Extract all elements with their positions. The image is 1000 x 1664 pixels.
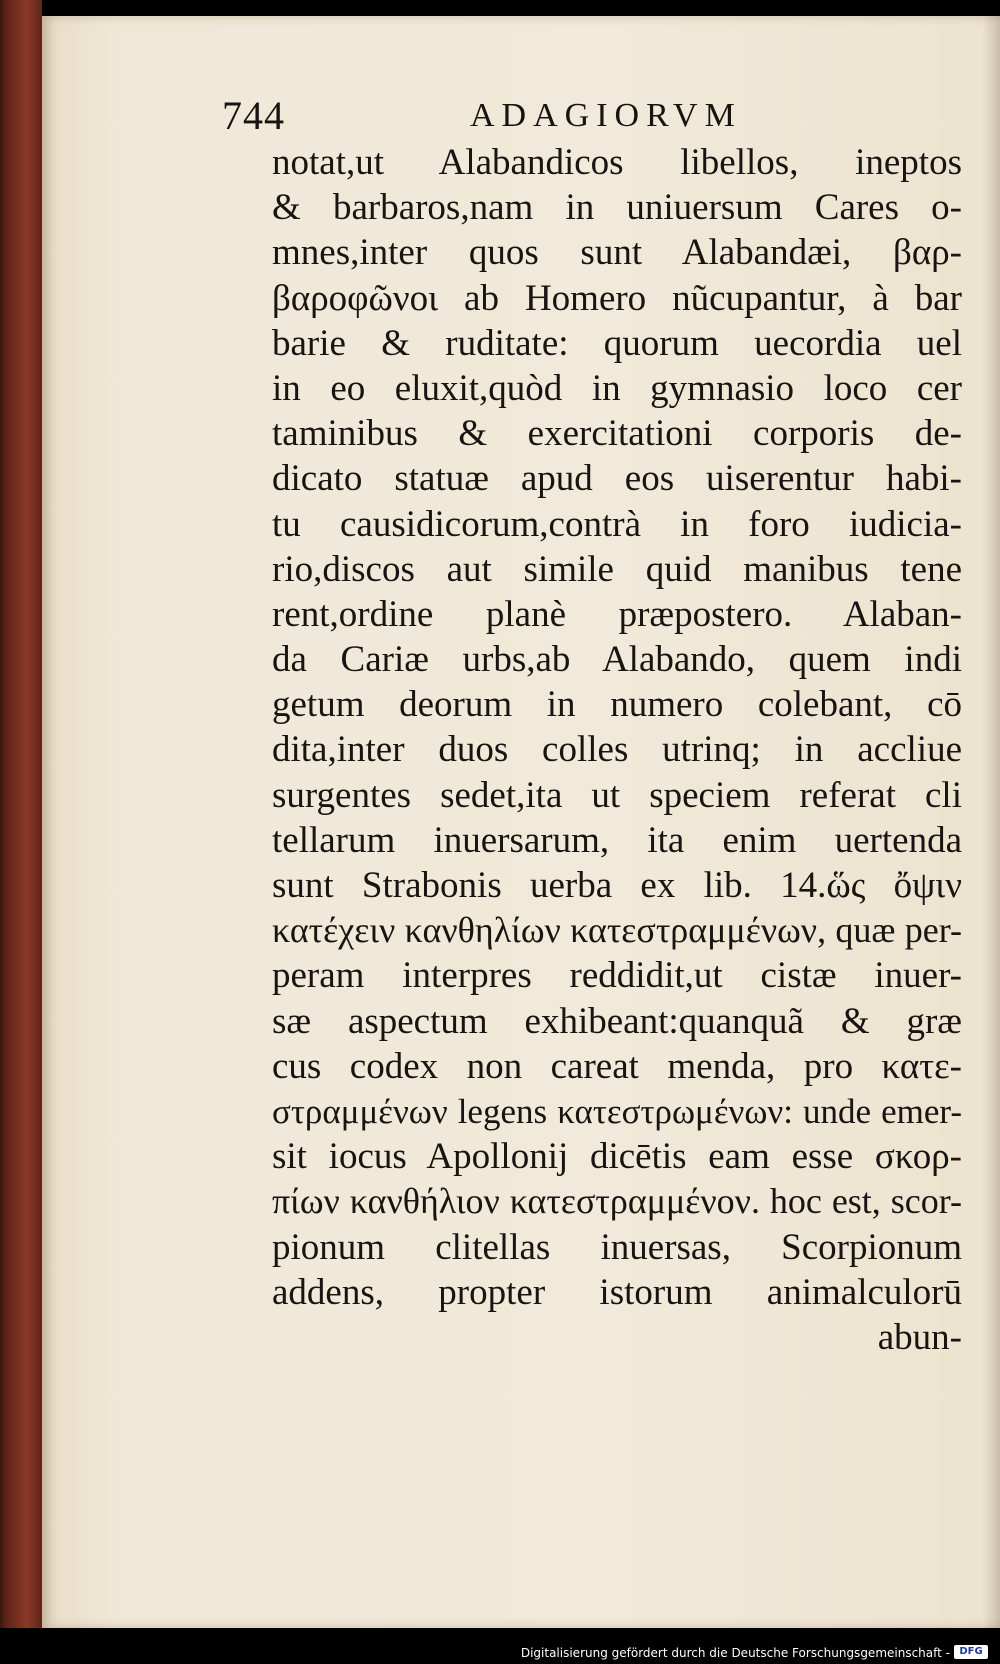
text-line: κατέχειν κανθηλίων κατεστραμμένων, quæ per- — [272, 910, 962, 951]
body-text — [272, 140, 962, 1360]
catchword: abun- — [877, 1316, 962, 1358]
dfg-logo: DFG — [954, 1645, 988, 1659]
text-line: mnes,inter quos sunt Alabandæi, βαρ- — [272, 232, 962, 274]
book-binding-edge — [0, 0, 42, 1628]
text-line: getum deorum in numero colebant, cō — [272, 684, 962, 726]
text-line: addens, propter istorum animalculorū — [272, 1271, 962, 1313]
text-line: rio,discos aut simile quid manibus tene — [272, 548, 962, 590]
text-line: στραμμένων legens κατεστρωμένων: unde emer- — [272, 1091, 962, 1131]
text-line: sæ aspectum exhibeant:quanquã & græ — [272, 1000, 962, 1042]
digitization-credit: Digitalisierung gefördert durch die Deutsche Forschungsgemeinschaft - — [520, 1646, 950, 1660]
text-line: notat,ut Alabandicos libellos, ineptos — [272, 142, 962, 183]
text-line: sunt Strabonis uerba ex lib. 14.ὥς ὄψιν — [272, 865, 962, 906]
text-line: da Cariæ urbs,ab Alabando, quem indi — [272, 639, 962, 681]
text-line: dita,inter duos colles utrinq; in accliue — [272, 729, 962, 771]
text-line: βαροφῶνοι ab Homero nũcupantur, à bar — [272, 277, 962, 319]
text-line: tu causidicorum,contrà in foro iudicia- — [272, 503, 962, 545]
text-line: πίων κανθήλιον κατεστραμμένον. hoc est, scor- — [272, 1181, 962, 1222]
page-number: 744 — [222, 93, 285, 138]
text-line: & barbaros,nam in uniuersum Cares o- — [272, 187, 962, 229]
text-line: pionum clitellas inuersas, Scorpionum — [272, 1226, 962, 1268]
text-line: peram interpres reddidit,ut cistæ inuer- — [272, 955, 962, 997]
running-title: ADAGIORVM — [470, 97, 742, 134]
text-line: in eo eluxit,quòd in gymnasio loco cer — [272, 367, 962, 409]
page-edge-shadow — [982, 16, 1000, 1628]
running-head — [222, 86, 922, 146]
text-line: taminibus & exercitationi corporis de- — [272, 413, 962, 455]
text-line: sit iocus Apollonij dicētis eam esse σκορ- — [272, 1136, 962, 1178]
text-line: barie & ruditate: quorum uecordia uel — [272, 322, 962, 364]
text-line: tellarum inuersarum, ita enim uertenda — [272, 819, 962, 861]
text-line: surgentes sedet,ita ut speciem referat cli — [272, 774, 962, 816]
text-line: cus codex non careat menda, pro κατε- — [272, 1045, 962, 1087]
binding-cover — [4, 0, 42, 1628]
text-line: dicato statuæ apud eos uiserentur habi- — [272, 458, 962, 500]
text-line: rent,ordine planè præpostero. Alaban- — [272, 593, 962, 635]
